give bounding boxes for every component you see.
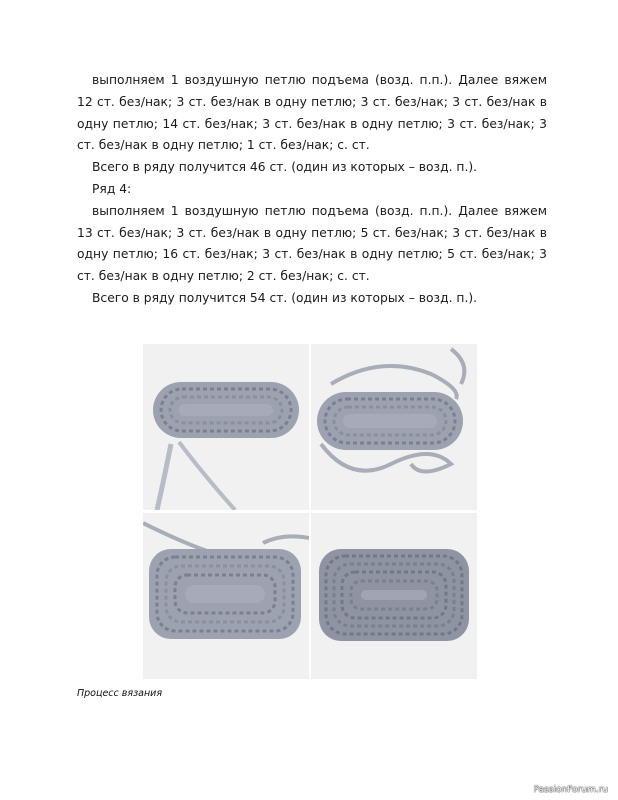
figure-caption: Процесс вязания (77, 688, 163, 699)
paragraph-row3-instructions: выполняем 1 воздушную петлю подъема (возд. п.п.). Далее вяжем 12 ст. без/нак; 3 ст. без/нак в одну петлю; 3 ст. без/нак; 3 ст. без/нак в одну петлю; 14 ст. без/нак; 3 ст. без/нак в одну петлю; 3 ст. без/нак; 3 ст. без/нак в одну петлю; 1 ст. без/нак; с. ст. (77, 73, 547, 153)
paragraph-row3-total: Всего в ряду получится 46 ст. (один из которых – возд. п.). (92, 160, 478, 175)
paragraph-row4-total: Всего в ряду получится 54 ст. (один из которых – возд. п.). (92, 290, 478, 305)
watermark: PassionForum.ru (533, 785, 608, 795)
knitting-photo-1 (143, 344, 309, 510)
knitting-photo-grid (143, 344, 477, 679)
paragraph-row4-heading: Ряд 4: (92, 181, 132, 196)
knitting-photo-3 (143, 513, 309, 679)
body-text (77, 70, 547, 310)
paragraph-row4-instructions: выполняем 1 воздушную петлю подъема (возд. п.п.). Далее вяжем 13 ст. без/нак; 3 ст. без/нак в одну петлю; 5 ст. без/нак; 3 ст. без/нак в одну петлю; 16 ст. без/нак; 3 ст. без/нак в одну петлю; 5 ст. без/нак; 3 ст. без/нак в одну петлю; 2 ст. без/нак; с. ст. (77, 203, 547, 284)
knitting-photo-4 (311, 513, 477, 679)
knitting-photo-2 (311, 344, 477, 510)
